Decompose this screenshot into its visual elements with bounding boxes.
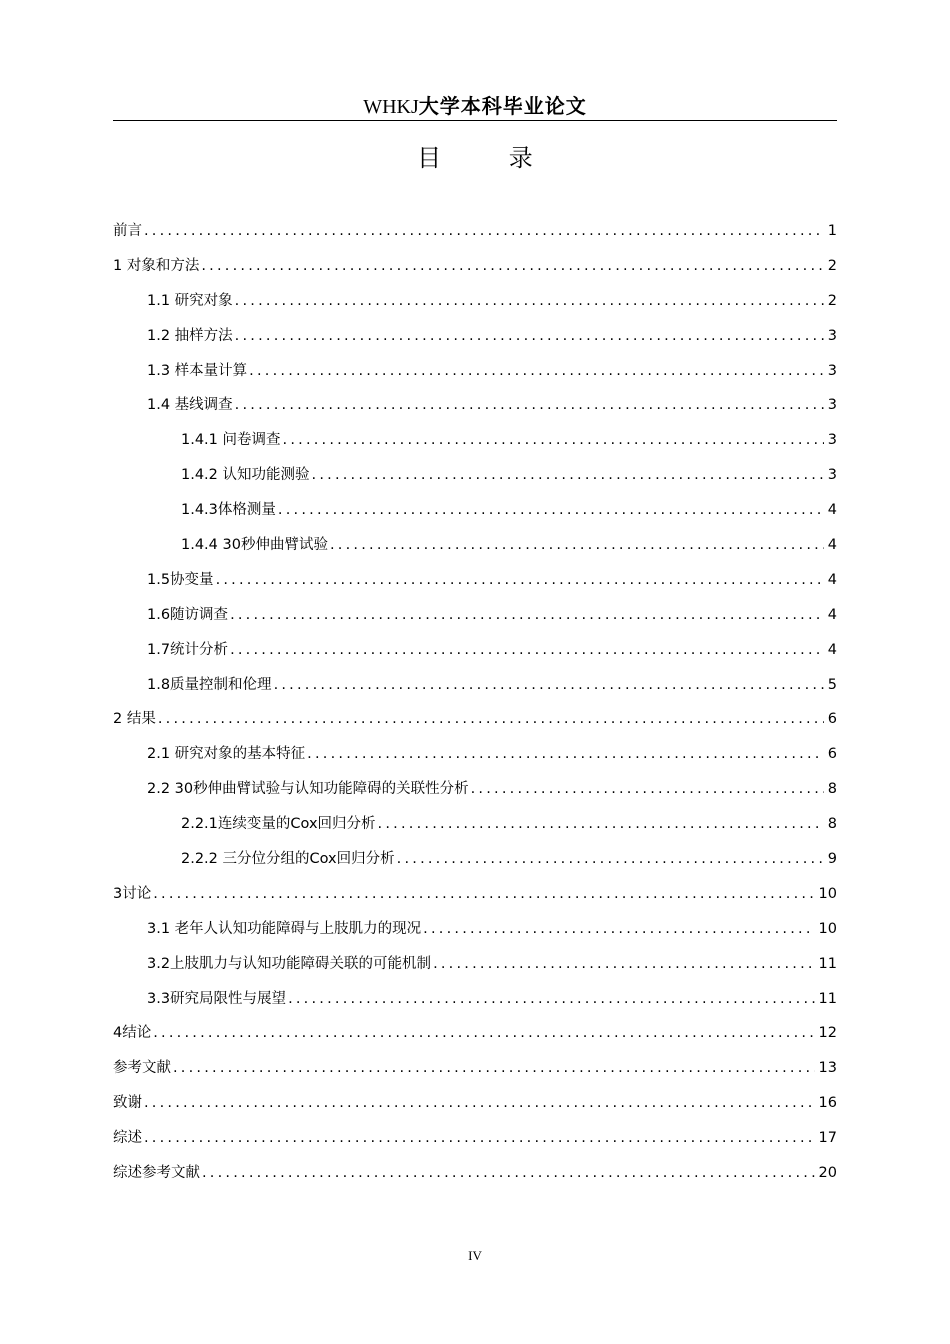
toc-entry[interactable]	[113, 912, 837, 947]
table-of-contents	[113, 214, 837, 1191]
toc-entry-label: 致谢	[113, 1095, 142, 1112]
toc-entry-page: 2	[827, 292, 837, 309]
toc-entry[interactable]	[113, 633, 837, 668]
toc-leader-dots	[307, 737, 824, 772]
toc-leader-dots	[230, 633, 824, 668]
toc-entry-page: 4	[827, 641, 837, 658]
toc-entry-label: 3.1 老年人认知功能障碍与上肢肌力的现况	[147, 920, 422, 937]
toc-entry-label: 前言	[113, 223, 142, 239]
toc-entry-label: 1.5协变量	[147, 571, 214, 588]
toc-entry-page: 4	[827, 606, 837, 623]
toc-entry[interactable]	[113, 982, 837, 1017]
toc-entry-label: 3讨论	[113, 885, 152, 902]
toc-entry[interactable]	[113, 284, 837, 319]
toc-entry-page: 16	[818, 1095, 837, 1112]
toc-title: 目 录	[417, 144, 563, 172]
toc-entry-label: 4结论	[113, 1025, 152, 1042]
page-number: IV	[468, 1248, 482, 1263]
toc-entry[interactable]	[113, 1016, 837, 1051]
toc-entry-label: 参考文献	[113, 1060, 171, 1077]
toc-entry[interactable]	[113, 598, 837, 633]
toc-entry-page: 3	[827, 397, 837, 414]
toc-entry-page: 4	[827, 537, 837, 554]
toc-entry-page: 5	[827, 676, 837, 693]
toc-leader-dots	[235, 284, 824, 319]
toc-leader-dots	[173, 1051, 815, 1086]
toc-entry[interactable]	[113, 319, 837, 354]
toc-leader-dots	[158, 702, 824, 737]
toc-entry-page: 3	[827, 327, 837, 344]
toc-entry-page: 10	[818, 920, 837, 937]
toc-leader-dots	[235, 388, 824, 423]
toc-entry-label: 2.2.2 三分位分组的Cox回归分析	[181, 851, 395, 868]
toc-leader-dots	[330, 528, 824, 563]
toc-entry-page: 17	[818, 1130, 837, 1147]
toc-leader-dots	[216, 563, 824, 598]
toc-entry[interactable]	[113, 249, 837, 284]
toc-entry[interactable]	[113, 423, 837, 458]
toc-entry-page: 9	[827, 851, 837, 868]
toc-leader-dots	[144, 214, 824, 249]
toc-entry-page: 8	[827, 816, 837, 833]
toc-entry-label: 2.2 30秒伸曲臂试验与认知功能障碍的关联性分析	[147, 781, 469, 798]
toc-entry[interactable]	[113, 877, 837, 912]
toc-entry-page: 6	[827, 711, 837, 728]
toc-leader-dots	[397, 842, 824, 877]
toc-entry-page: 13	[818, 1060, 837, 1077]
toc-entry[interactable]	[113, 563, 837, 598]
toc-leader-dots	[230, 598, 824, 633]
toc-entry[interactable]	[113, 493, 837, 528]
toc-entry[interactable]	[113, 772, 837, 807]
header-latin: WHKJ	[363, 96, 419, 118]
toc-entry-label: 2 结果	[113, 711, 156, 728]
toc-entry-label: 3.3研究局限性与展望	[147, 990, 287, 1007]
toc-entry[interactable]	[113, 528, 837, 563]
toc-entry-page: 3	[827, 467, 837, 484]
toc-leader-dots	[153, 1016, 814, 1051]
toc-leader-dots	[278, 493, 824, 528]
toc-entry-label: 1.4.2 认知功能测验	[181, 467, 310, 484]
toc-entry[interactable]	[113, 702, 837, 737]
toc-entry-label: 1.4.3体格测量	[181, 502, 276, 519]
toc-leader-dots	[274, 668, 824, 703]
toc-entry-label: 1 对象和方法	[113, 257, 200, 274]
toc-leader-dots	[144, 1086, 815, 1121]
toc-leader-dots	[378, 807, 824, 842]
toc-entry-page: 10	[818, 885, 837, 902]
toc-entry-label: 2.1 研究对象的基本特征	[147, 746, 306, 763]
toc-entry-page: 20	[818, 1165, 837, 1182]
toc-entry-label: 2.2.1连续变量的Cox回归分析	[181, 816, 376, 833]
toc-entry[interactable]	[113, 842, 837, 877]
toc-entry[interactable]	[113, 737, 837, 772]
toc-entry[interactable]	[113, 354, 837, 389]
toc-entry[interactable]	[113, 1086, 837, 1121]
toc-leader-dots	[235, 319, 824, 354]
toc-entry[interactable]	[113, 668, 837, 703]
toc-leader-dots	[312, 458, 824, 493]
toc-leader-dots	[249, 354, 824, 389]
toc-entry-page: 11	[818, 955, 837, 972]
header-rule	[113, 120, 837, 121]
toc-entry-page: 12	[818, 1025, 837, 1042]
toc-entry[interactable]	[113, 1156, 837, 1191]
toc-entry-label: 1.2 抽样方法	[147, 327, 233, 344]
toc-entry-page: 4	[827, 502, 837, 519]
toc-entry-page: 2	[827, 257, 837, 274]
toc-leader-dots	[423, 912, 814, 947]
toc-entry-label: 1.4 基线调查	[147, 397, 233, 414]
toc-entry[interactable]	[113, 458, 837, 493]
toc-entry-page: 1	[827, 223, 837, 239]
toc-leader-dots	[471, 772, 824, 807]
toc-entry-page: 3	[827, 362, 837, 379]
toc-entry-label: 1.7统计分析	[147, 641, 229, 658]
toc-leader-dots	[202, 1156, 815, 1191]
toc-entry-label: 综述参考文献	[113, 1165, 200, 1182]
toc-leader-dots	[201, 249, 823, 284]
toc-entry-page: 6	[827, 746, 837, 763]
toc-entry-label: 1.3 样本量计算	[147, 362, 248, 379]
toc-entry-page: 4	[827, 571, 837, 588]
toc-entry[interactable]	[113, 807, 837, 842]
toc-entry[interactable]	[113, 214, 837, 249]
toc-entry-label: 1.8质量控制和伦理	[147, 676, 272, 693]
toc-entry[interactable]	[113, 1121, 837, 1156]
toc-entry-label: 1.6随访调查	[147, 606, 229, 623]
header-title: 大学本科毕业论文	[418, 94, 587, 118]
toc-entry-label: 综述	[113, 1130, 142, 1147]
toc-entry[interactable]	[113, 388, 837, 423]
toc-entry[interactable]	[113, 1051, 837, 1086]
running-header	[113, 92, 837, 120]
toc-leader-dots	[433, 947, 814, 982]
toc-entry-label: 1.1 研究对象	[147, 292, 233, 309]
toc-entry-label: 3.2上肢肌力与认知功能障碍关联的可能机制	[147, 955, 432, 972]
toc-entry-page: 11	[818, 990, 837, 1007]
toc-entry-page: 8	[827, 781, 837, 798]
toc-leader-dots	[283, 423, 824, 458]
toc-entry-label: 1.4.1 问卷调查	[181, 432, 281, 449]
toc-leader-dots	[144, 1121, 815, 1156]
toc-entry-label: 1.4.4 30秒伸曲臂试验	[181, 537, 328, 554]
toc-leader-dots	[153, 877, 814, 912]
toc-leader-dots	[288, 982, 814, 1017]
toc-entry-page: 3	[827, 432, 837, 449]
toc-entry[interactable]	[113, 947, 837, 982]
